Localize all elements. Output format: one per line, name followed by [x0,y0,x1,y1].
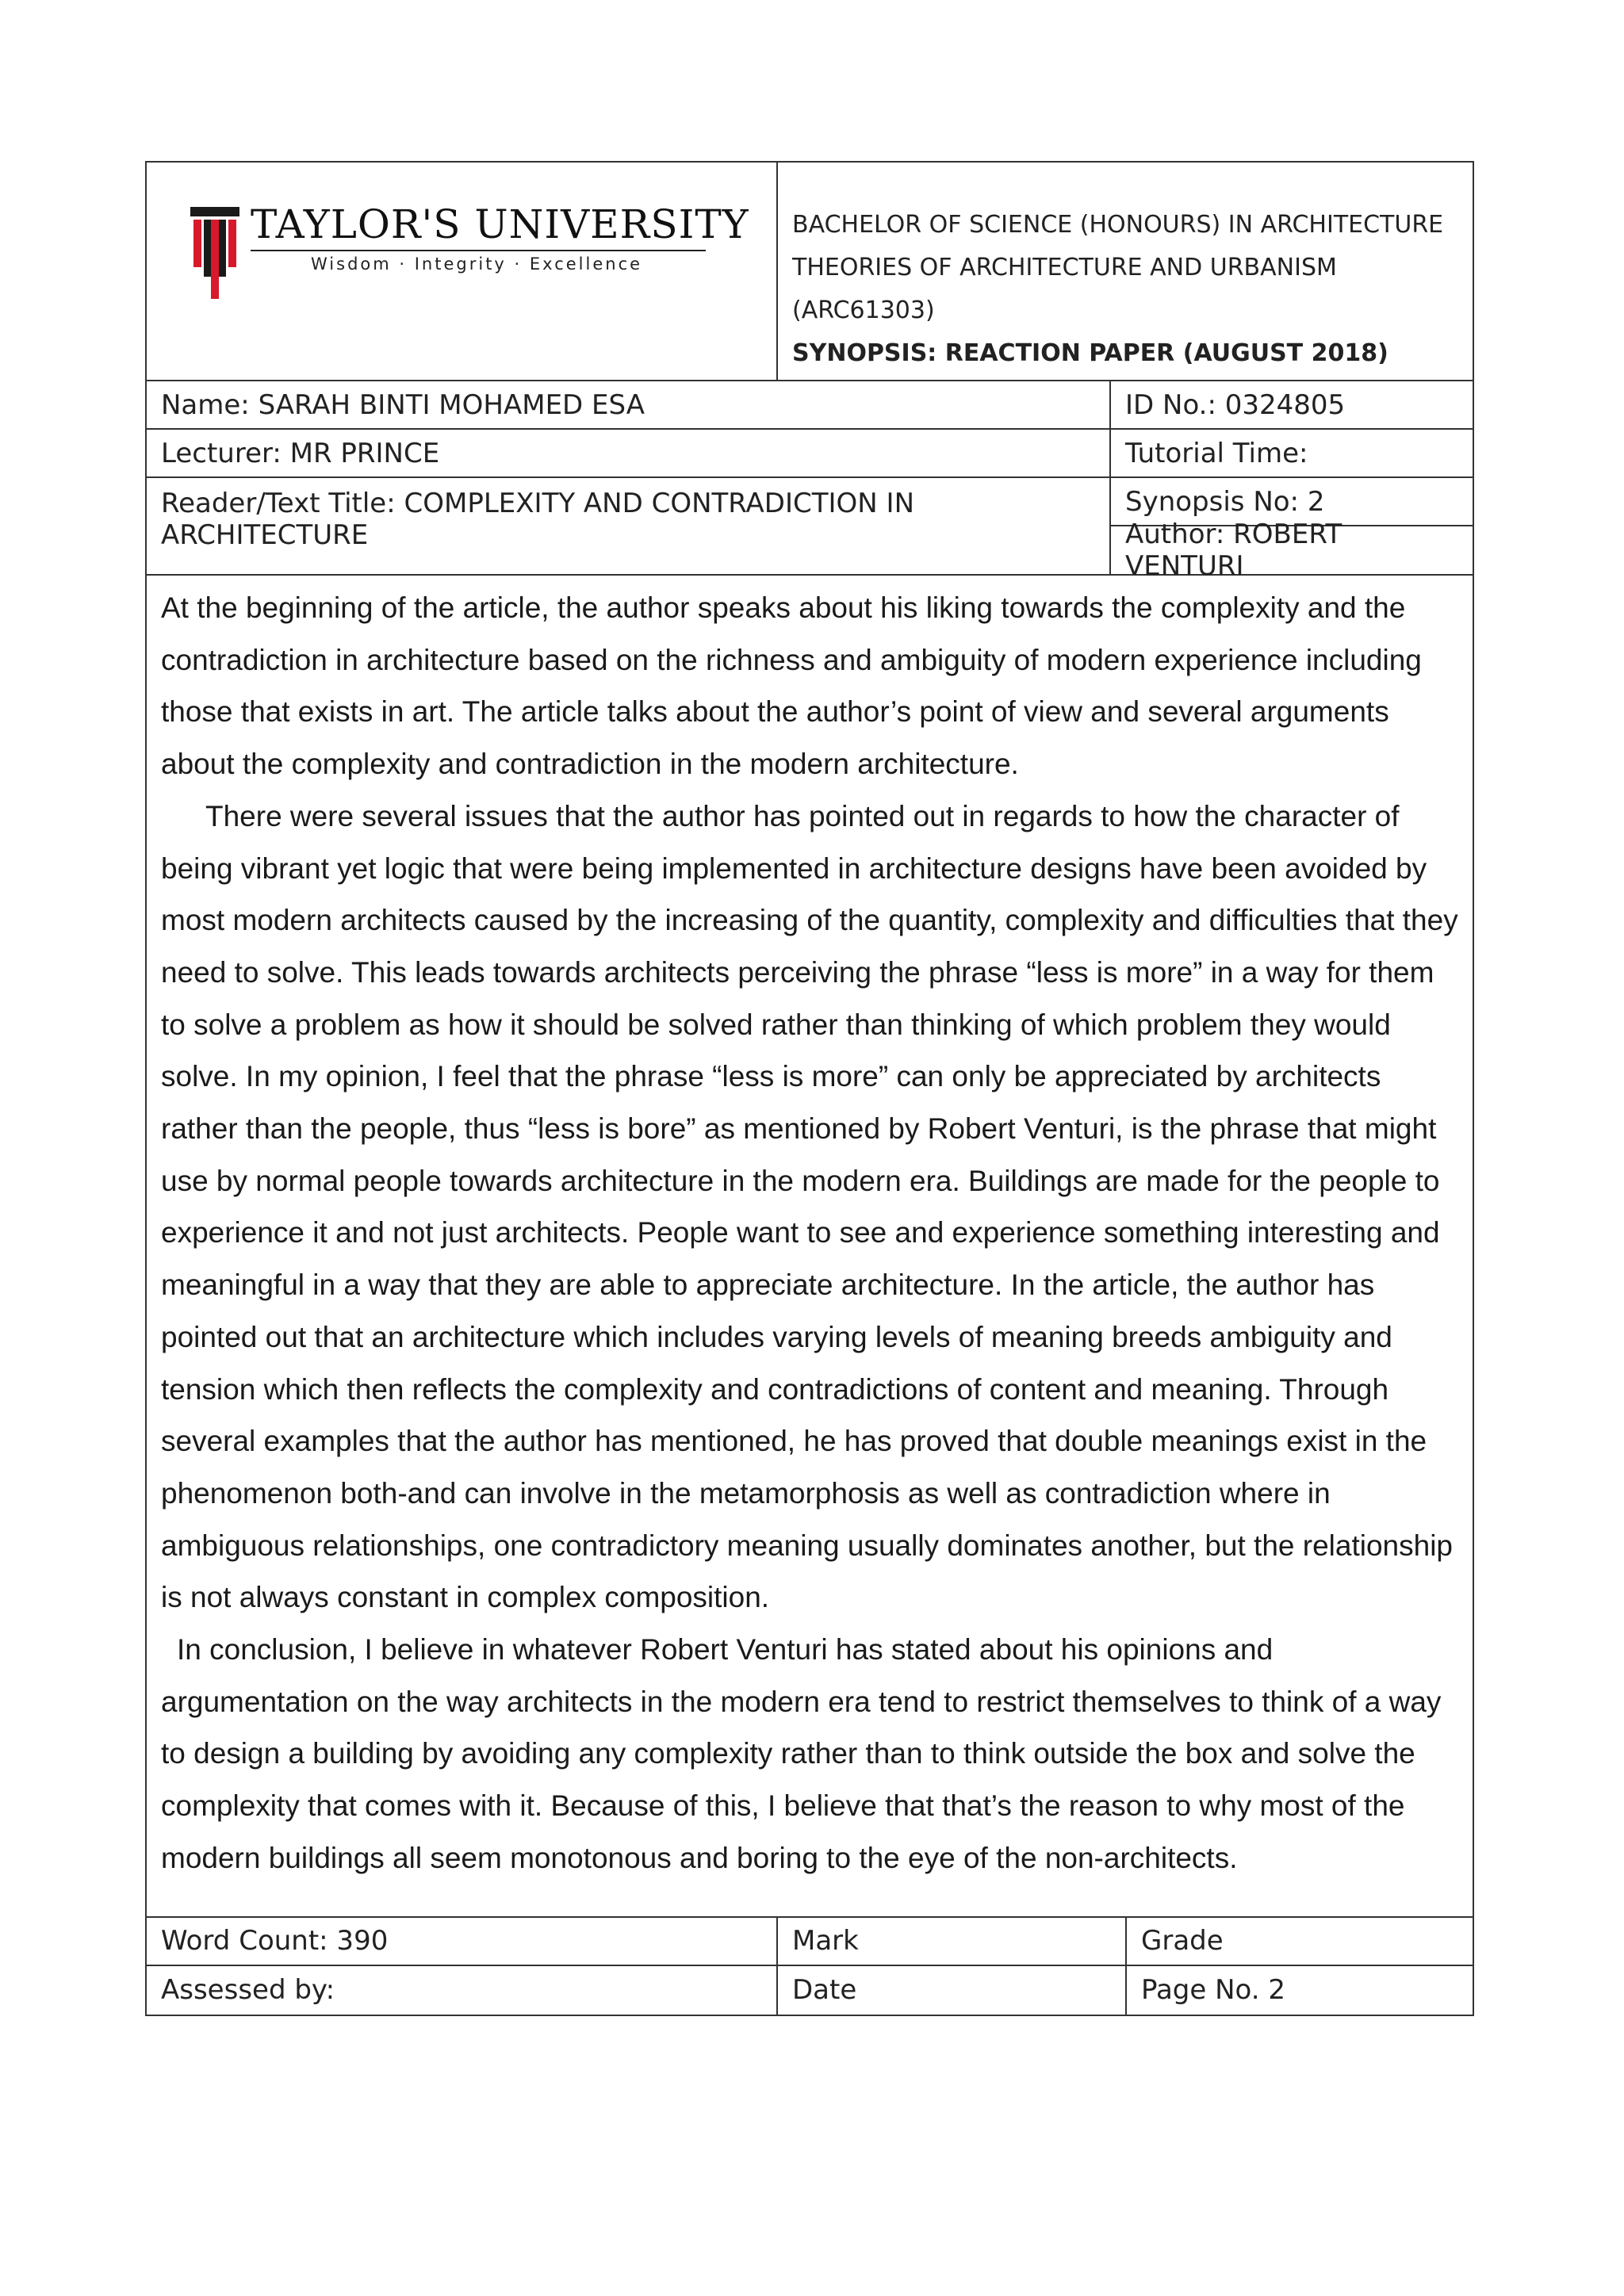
info-row-lecturer [147,430,1473,478]
paragraph-conclusion: In conclusion, I believe in whatever Robert Venturi has stated about his opinions and argumentation on the way architects in the modern era tend to restrict themselves to think of a way to design a building by avoiding any complexity rather than to think outside the box and solve the complexity that comes with it. Because of this, I believe that that’s the reason to why most of the modern buildings all seem monotonous and boring to the eye of the non-architects. [161,1633,1442,1874]
footer-row-assessment [147,1966,1473,2015]
tutorial-time: Tutorial Time: [1125,437,1308,469]
word-count: Word Count: 390 [147,1918,778,1965]
course-details [778,163,1473,380]
assignment-title: SYNOPSIS: REACTION PAPER (AUGUST 2018) [792,339,1388,367]
wordmark-divider [251,250,706,251]
lecturer-name: Lecturer: MR PRINCE [147,430,1111,476]
page-number: Page No. 2 [1141,1974,1286,2007]
student-name: Name: SARAH BINTI MOHAMED ESA [147,381,1111,428]
info-row-name [147,381,1473,430]
date-field: Date [778,1966,1127,2015]
info-row-title [147,478,1473,582]
synopsis-form [145,161,1474,2016]
title-side-cells [1111,478,1473,582]
university-logo [190,202,749,300]
programme-name: BACHELOR OF SCIENCE (HONOURS) IN ARCHITECTURE [792,211,1444,239]
paragraph-intro: At the beginning of the article, the author speaks about his liking towards the complexity and the contradiction in architecture based on the richness and ambiguity of modern experience including those that exists in art. The article talks about the author’s point of view and several arguments about the complexity and contradiction in the modern architecture. [161,591,1422,781]
module-name: THEORIES OF ARCHITECTURE AND URBANISM [792,254,1337,281]
student-id: ID No.: 0324805 [1125,388,1346,421]
synopsis-number: Synopsis No: 2 [1111,478,1473,526]
mark-field: Mark [778,1918,1127,1965]
university-motto: Wisdom · Integrity · Excellence [311,254,643,274]
grade-field: Grade [1141,1925,1224,1957]
paragraph-discussion: There were several issues that the author has pointed out in regards to how the character of being vibrant yet logic that were being implemented in architecture designs have been avoided by most modern architects caused by the increasing of the quantity, complexity and difficulties that they need to solve. This leads towards architects perceiving the phrase “less is more” in a way for them to solve a problem as how it should be solved rather than thinking of which problem they would solve. In my opinion, I feel that the phrase “less is more” can only be appreciated by architects rather than the people, thus “less is bore” as mentioned by Robert Venturi, is the phrase that might use by normal people towards architecture in the modern era. Buildings are made for the people to experience it and not just architects. People want to see and experience something interesting and meaningful in a way that they are able to appreciate architecture. In the article, the author has pointed out that an architecture which includes varying levels of meaning breeds ambiguity and tension which then reflects the complexity and contradictions of content and meaning. Through several examples that the author has mentioned, he has proved that double meanings exist in the phenomenon both-and can involve in the metamorphosis as well as contradiction where in ambiguous relationships, one contradictory meaning usually dominates another, but the relationship is not always constant in complex composition. [161,799,1458,1614]
author-name: Author: ROBERT VENTURI [1125,519,1342,582]
university-name: TAYLOR'S UNIVERSITY [251,201,749,247]
footer-row-count [147,1918,1473,1966]
university-wordmark [251,202,749,274]
form-header [147,163,1473,381]
university-logo-cell [147,163,778,380]
text-title: Reader/Text Title: COMPLEXITY AND CONTRADICTION IN ARCHITECTURE [147,478,1111,574]
assessed-by-field: Assessed by: [147,1966,778,2015]
synopsis-body [147,576,1473,1918]
module-code: (ARC61303) [792,297,935,324]
university-crest-icon [190,207,239,300]
